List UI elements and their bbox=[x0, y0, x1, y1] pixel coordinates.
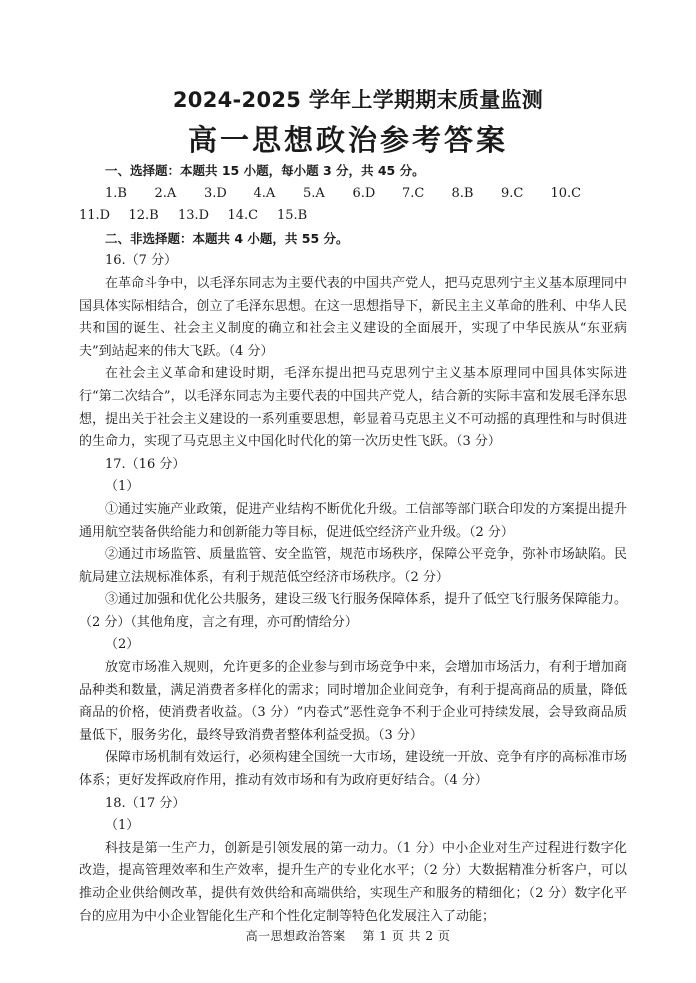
answer-item: 13.D bbox=[178, 208, 210, 224]
question-16-paragraph-1: 在革命斗争中，以毛泽东同志为主要代表的中国共产党人，把马克思列宁主义基本原理同中国具体实际相结合，创立了毛泽东思想。在这一思想指导下，新民主主义革命的胜利、中华人民共和国的诞生、社会主义制度的确立和社会主义建设的全面展开，实现了中华民族从“东亚病夫”到站起来的伟大飞跃。（4 分） bbox=[79, 275, 627, 359]
question-18-part-1-label: （1） bbox=[105, 818, 140, 834]
question-16-paragraph-2: 在社会主义革命和建设时期，毛泽东提出把马克思列宁主义基本原理同中国具体实际进行“第二次结合”，以毛泽东同志为主要代表的中国共产党人，结合新的实际丰富和发展毛泽东思想，提出关于社会主义建设的一系列重要思想，彰显着马克思主义不可动摇的真理性和与时俱进的生命力，实现了马克思主义中国化时代化的第一次历史性飞跃。（3 分） bbox=[79, 366, 627, 450]
answer-item: 12.B bbox=[128, 208, 159, 224]
answer-item: 9.C bbox=[501, 185, 524, 201]
question-16-label: 16.（7 分） bbox=[105, 253, 178, 269]
answer-item: 14.C bbox=[227, 208, 259, 224]
question-18-label: 18.（17 分） bbox=[105, 795, 186, 811]
answer-item: 8.B bbox=[451, 185, 474, 201]
page-title: 高一思想政治参考答案 bbox=[187, 123, 508, 157]
question-17-part-2-label: （2） bbox=[105, 637, 140, 653]
answer-item: 11.D bbox=[79, 208, 111, 224]
answer-item: 10.C bbox=[550, 185, 582, 201]
section-heading-choice: 一、选择题：本题共 15 小题，每小题 3 分，共 45 分。 bbox=[105, 163, 425, 178]
answer-item: 15.B bbox=[277, 208, 308, 224]
choice-answers-row-1 bbox=[79, 183, 627, 206]
exam-title: 2024-2025 学年上学期期末质量监测 bbox=[172, 88, 544, 112]
question-17-paragraph-5: 保障市场机制有效运行，必须构建全国统一大市场，建设统一开放、竞争有序的高标准市场体系；更好发挥政府作用，推动有效市场和有为政府更好结合。（4 分） bbox=[79, 750, 627, 789]
question-17-point-2: ②通过市场监管、质量监管、安全监管，规范市场秩序，保障公平竞争，弥补市场缺陷。民航局建立法规标准体系，有利于规范低空经济市场秩序。（2 分） bbox=[79, 547, 627, 585]
question-17-point-3: ③通过加强和优化公共服务，建设三级飞行服务保障体系，提升了低空飞行服务保障能力。（2 分）（其他角度，言之有理，亦可酌情给分） bbox=[79, 592, 627, 630]
answer-item: 1.B bbox=[105, 185, 127, 201]
answer-item: 6.D bbox=[352, 185, 376, 201]
answer-item: 2.A bbox=[154, 185, 177, 201]
question-17-paragraph-4: 放宽市场准入规则，允许更多的企业参与到市场竞争中来，会增加市场活力，有利于增加商品种类和数量，满足消费者多样化的需求；同时增加企业间竞争，有利于提高商品的质量，降低商品的价格，使消费者收益。（3 分）“内卷式”恶性竞争不利于企业可持续发展，会导致商品质量低下，服务劣化，最终导致消费者整体利益受损。（3 分） bbox=[79, 660, 627, 743]
answer-item: 5.A bbox=[303, 185, 325, 201]
question-17-point-1: ①通过实施产业政策，促进产业结构不断优化升级。工信部等部门联合印发的方案提出提升通用航空装备供给能力和创新能力等目标，促进低空经济产业升级。（2 分） bbox=[79, 501, 627, 540]
page-footer: 高一思想政治答案 第 1 页 共 2 页 bbox=[245, 929, 451, 943]
answer-item: 4.A bbox=[253, 185, 276, 201]
choice-answers-row-2 bbox=[79, 205, 627, 228]
answer-item: 3.D bbox=[204, 185, 227, 201]
section-heading-nonchoice: 二、非选择题：本题共 4 小题，共 55 分。 bbox=[105, 230, 349, 246]
question-18-paragraph-1: 科技是第一生产力，创新是引领发展的第一动力。（1 分）中小企业对生产过程进行数字化改造，提高管理效率和生产效率，提升生产的专业化水平；（2 分）大数据精准分析客户，可以推动企业供给侧改革，提供有效供给和高端供给，实现生产和服务的精细化；（2 分）数字化平台的应用为中小企业智能化生产和个性化定制等特色化发展注入了动能； bbox=[79, 840, 627, 924]
answer-item: 7.C bbox=[402, 185, 425, 201]
document-body bbox=[79, 160, 627, 928]
question-17-part-1-label: （1） bbox=[105, 479, 140, 495]
question-17-label: 17.（16 分） bbox=[105, 456, 186, 472]
